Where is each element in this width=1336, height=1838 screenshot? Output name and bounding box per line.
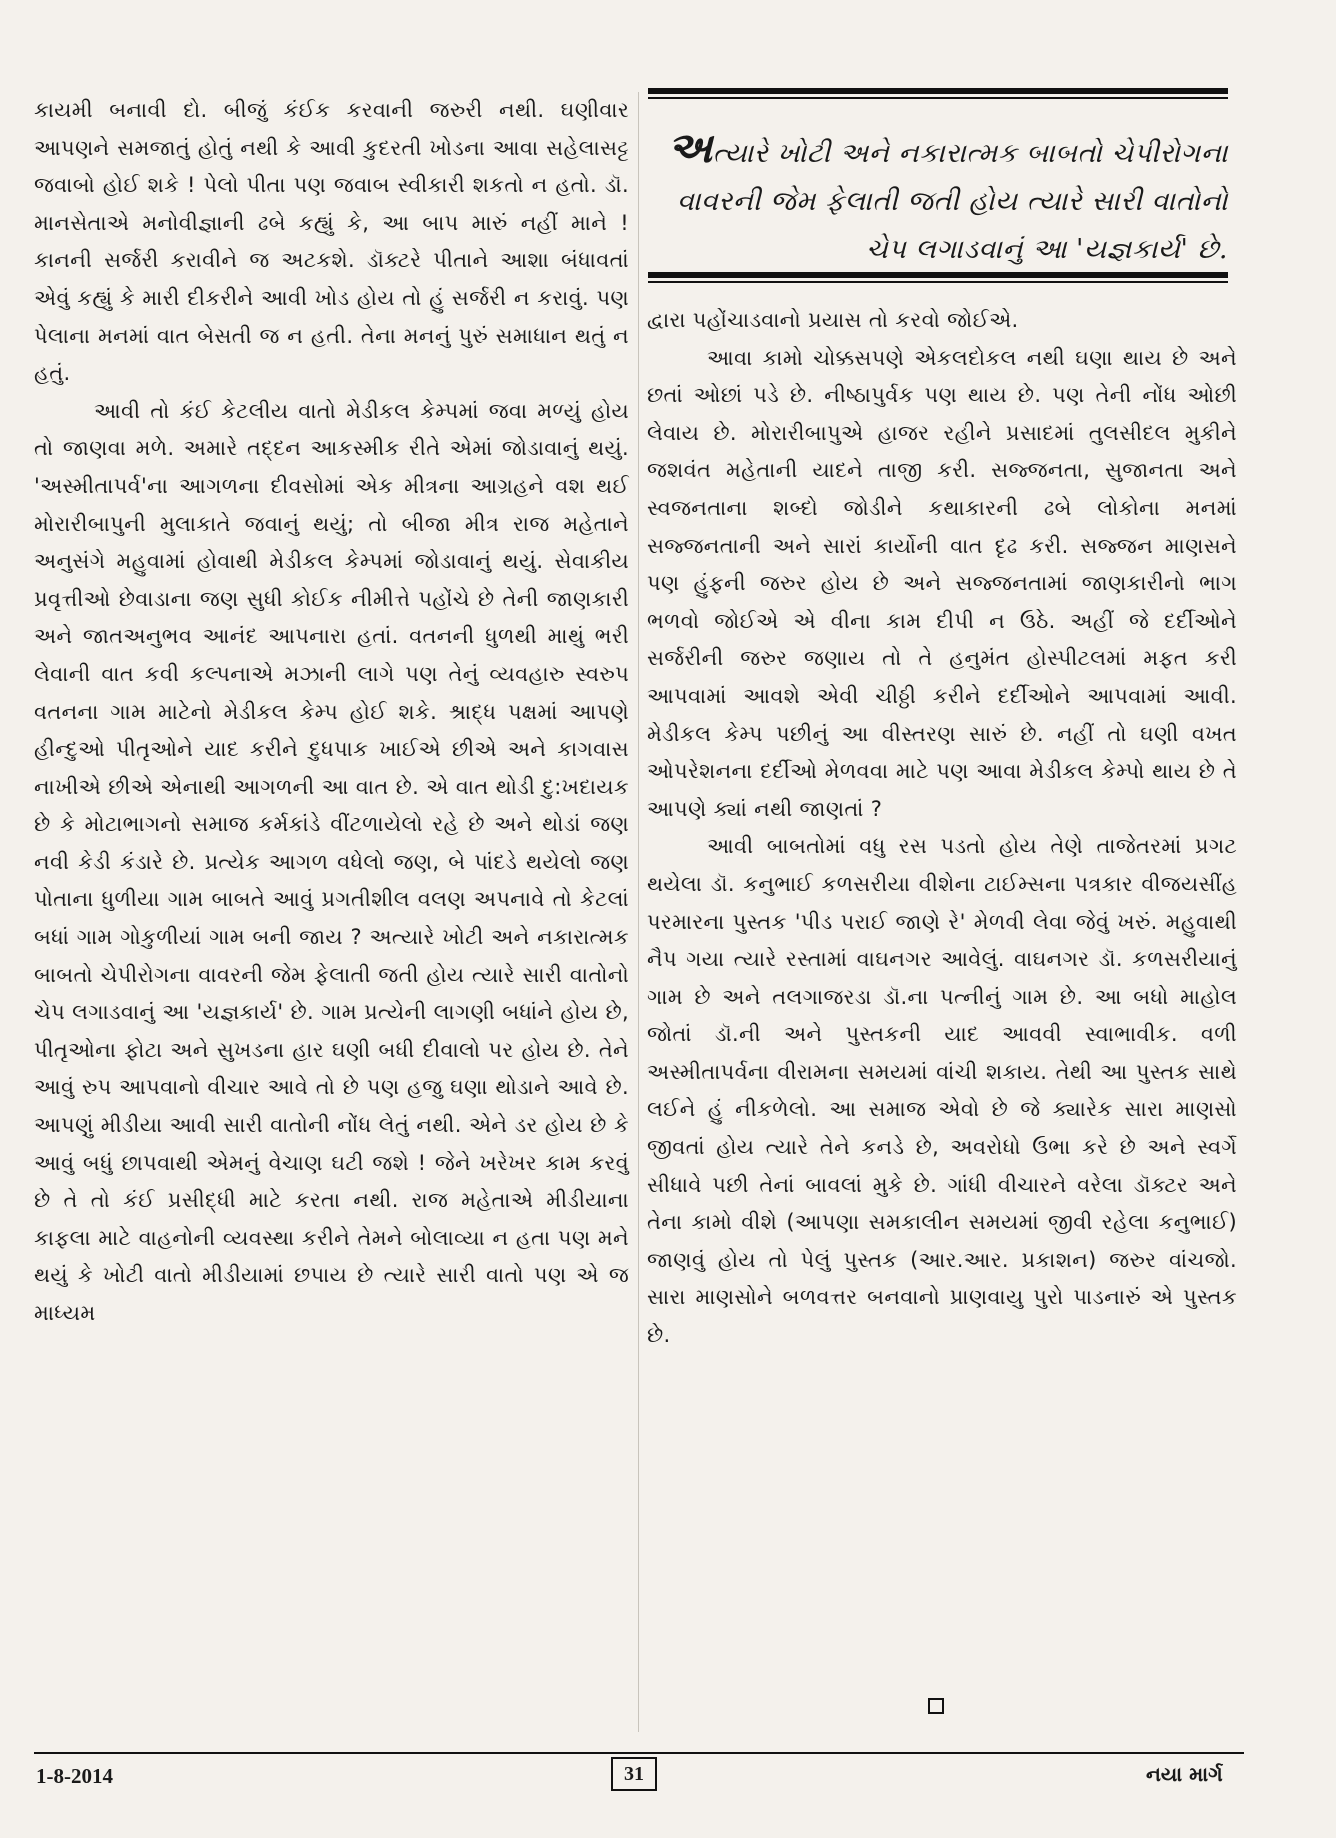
article-paragraph: આવી તો કંઈ કેટલીય વાતો મેડીકલ કેમ્પમાં જવા મળ્યું હોય તો જાણવા મળે. અમારે તદ્દન આકસ્મીક રીતે એમાં જોડાવાનું થયું. 'અસ્મીતાપર્વ'ના આગળના દીવસોમાં એક મીત્રના આગ્રહને વશ થઈ મોરારીબાપુની મુલાકાતે જવાનું થયું; તો બીજા મીત્ર રાજ મહેતાને અનુસંગે મહુવામાં હોવાથી મેડીકલ કેમ્પમાં જોડાવાનું થયું. સેવાકીય પ્રવૃત્તીઓ છેવાડાના જણ સુધી કોઈક નીમીત્તે પહોંચે છે તેની જાણકારી અને જાતઅનુભવ આનંદ આપનારા હતાં. વતનની ધુળથી માથું ભરી લેવાની વાત કવી કલ્પનાએ મઝાની લાગે પણ તેનું વ્યવહારુ સ્વરુપ વતનના ગામ માટેનો મેડીકલ કેમ્પ હોઈ શકે. શ્રાદ્ધ પક્ષમાં આપણે હીન્દુઓ પીતૃઓને યાદ કરીને દુધપાક ખાઈએ છીએ અને કાગવાસ નાખીએ છીએ એનાથી આગળની આ વાત છે. એ વાત થોડી દુ:ખદાયક છે કે મોટાભાગનો સમાજ કર્મકાંડે વીંટળાયેલો રહે છે અને થોડાં જણ નવી કેડી કંડારે છે. પ્રત્યેક આગળ વધેલો જણ, બે પાંદડે થયેલો જણ પોતાના ધુળીયા ગામ બાબતે આવું પ્રગતીશીલ વલણ અપનાવે તો કેટલાં બધાં ગામ ગોકુળીયાં ગામ બની જાય ? અત્યારે ખોટી અને નકારાત્મક બાબતો ચેપીરોગના વાવરની જેમ ફેલાતી જતી હોય ત્યારે સારી વાતોનો ચેપ લગાડવાનું આ 'યજ્ઞકાર્ય' છે. ગામ પ્રત્યેની લાગણી બધાંને હોય છે, પીતૃઓના ફોટા અને સુખડના હાર ઘણી બધી દીવાલો પર હોય છે. તેને આવું રુપ આપવાનો વીચાર આવે તો છે પણ હજુ ઘણા થોડાને આવે છે. આપણું મીડીયા આવી સારી વાતોની નોંધ લેતું નથી. એને ડર હોય છે કે આવું બધું છાપવાથી એમનું વેચાણ ઘટી જશે ! જેને ખરેખર કામ કરવું છે તે તો કંઈ પ્રસીદ્ધી માટે કરતા નથી. રાજ મહેતાએ મીડીયાના કાફલા માટે વાહનોની વ્યવસ્થા કરીને તેમને બોલાવ્યા ન હતા પણ મને થયું કે ખોટી વાતો મીડીયામાં છપાય છે ત્યારે સારી વાતો પણ એ જ માધ્યમ (34, 398, 629, 1325)
page-number: 31 (611, 1757, 657, 1791)
pull-quote-top-rule-thin (648, 97, 1228, 99)
article-paragraph: આવા કામો ચોક્કસપણે એકલદોકલ નથી ઘણા થાય છે અને છતાં ઓછાં પડે છે. નીષ્ઠાપુર્વક પણ થાય છે. પણ તેની નોંધ ઓછી લેવાય છે. મોરારીબાપુએ હાજર રહીને પ્રસાદમાં તુલસીદલ મુકીને જશવંત મહેતાની યાદને તાજી કરી. સજ્જનતા, સુજાનતા અને સ્વજનતાના શબ્દો જોડીને કથાકારની ઢબે લોકોના મનમાં સજ્જનતાની અને સારાં કાર્યોની વાત દૃઢ કરી. સજ્જન માણસને પણ હુંફની જરુર હોય છે અને સજ્જનતામાં જાણકારીનો ભાગ ભળવો જોઈએ એ વીના કામ દીપી ન ઉઠે. અહીં જે દર્દીઓને સર્જરીની જરુર જણાય તો તે હનુમંત હોસ્પીટલમાં મફત કરી આપવામાં આવશે એવી ચીઠ્ઠી કરીને દર્દીઓને આપવામાં આવી. મેડીકલ કેમ્પ પછીનું આ વીસ્તરણ સારું છે. નહીં તો ઘણી વખત ઓપરેશનના દર્દીઓ મેળવવા માટે પણ આવા મેડીકલ કેમ્પો થાય છે તે આપણે ક્યાં નથી જાણતાં ? (647, 345, 1237, 821)
article-paragraph: આવી બાબતોમાં વધુ રસ પડતો હોય તેણે તાજેતરમાં પ્રગટ થયેલા ડૉ. કનુભાઈ કળસરીયા વીશેના ટાઈમ્સના પત્રકાર વીજયસીંહ પરમારના પુસ્તક 'પીડ પરાઈ જાણે રે' મેળવી લેવા જેવું ખરું. મહુવાથી નૈપ ગયા ત્યારે રસ્તામાં વાઘનગર આવેલું. વાઘનગર ડૉ. કળસરીયાનું ગામ છે અને તલગાજરડા ડૉ.ના પત્નીનું ગામ છે. આ બધો માહોલ જોતાં ડૉ.ની અને પુસ્તકની યાદ આવવી સ્વાભાવીક. વળી અસ્મીતાપર્વના વીરામના સમયમાં વાંચી શકાય. તેથી આ પુસ્તક સાથે લઈને હું નીકળેલો. આ સમાજ એવો છે જે ક્યારેક સારા માણસો જીવતાં હોય ત્યારે તેને કનડે છે, અવરોધો ઉભા કરે છે અને સ્વર્ગે સીધાવે પછી તેનાં બાવલાં મુકે છે. ગાંધી વીચારને વરેલા ડૉક્ટર અને તેના કામો વીશે (આપણા સમકાલીન સમયમાં જીવી રહેલા કનુભાઈ) જાણવું હોય તો પેલું પુસ્તક (આર.આર. પ્રકાશન) જરુર વાંચજો. સારા માણસોને બળવત્તર બનવાનો પ્રાણવાયુ પુરો પાડનારું એ પુસ્તક છે. (647, 834, 1237, 1348)
left-article-column (34, 92, 629, 1333)
article-paragraph: કાયમી બનાવી દો. બીજું કંઈક કરવાની જરુરી નથી. ઘણીવાર આપણને સમજાતું હોતું નથી કે આવી કુદરતી ખોડના આવા સહેલાસટ્ટ જવાબો હોઈ શકે ! પેલો પીતા પણ જવાબ સ્વીકારી શકતો ન હતો. ડૉ. માનસેતાએ મનોવીજ્ઞાની ઢબે કહ્યું કે, આ બાપ મારું નહીં માને ! કાનની સર્જરી કરાવીને જ અટકશે. ડૉક્ટરે પીતાને આશા બંધાવતાં એવું કહ્યું કે મારી દીકરીને આવી ખોડ હોય તો હું સર્જરી ન કરાવું. પણ પેલાના મનમાં વાત બેસતી જ ન હતી. તેના મનનું પુરું સમાધાન થતું ન હતું. (34, 98, 629, 386)
pull-quote-bottom-rule-thin (648, 281, 1228, 283)
pull-quote (648, 88, 1228, 288)
end-of-article-mark (928, 1698, 944, 1714)
pull-quote-text (648, 124, 1228, 274)
pull-quote-body: ત્યારે ખોટી અને નકારાત્મક બાબતો ચેપીરોગના વાવરની જેમ ફેલાતી જતી હોય ત્યારે સારી વાતોનો ચેપ લગાડવાનું આ 'યજ્ઞકાર્ય' છે. (677, 138, 1228, 265)
pull-quote-top-rule (648, 88, 1228, 94)
column-divider (638, 92, 639, 1732)
pull-quote-bottom-rule (648, 272, 1228, 278)
magazine-title: નયા માર્ગ (1146, 1762, 1223, 1786)
article-paragraph: દ્વારા પહોંચાડવાનો પ્રયાસ તો કરવો જોઈએ. (647, 308, 1019, 332)
footer-date: 1-8-2014 (36, 1764, 113, 1788)
footer-rule (34, 1752, 1244, 1754)
right-article-column (647, 302, 1237, 1355)
pull-quote-drop-cap: અ (667, 123, 713, 172)
